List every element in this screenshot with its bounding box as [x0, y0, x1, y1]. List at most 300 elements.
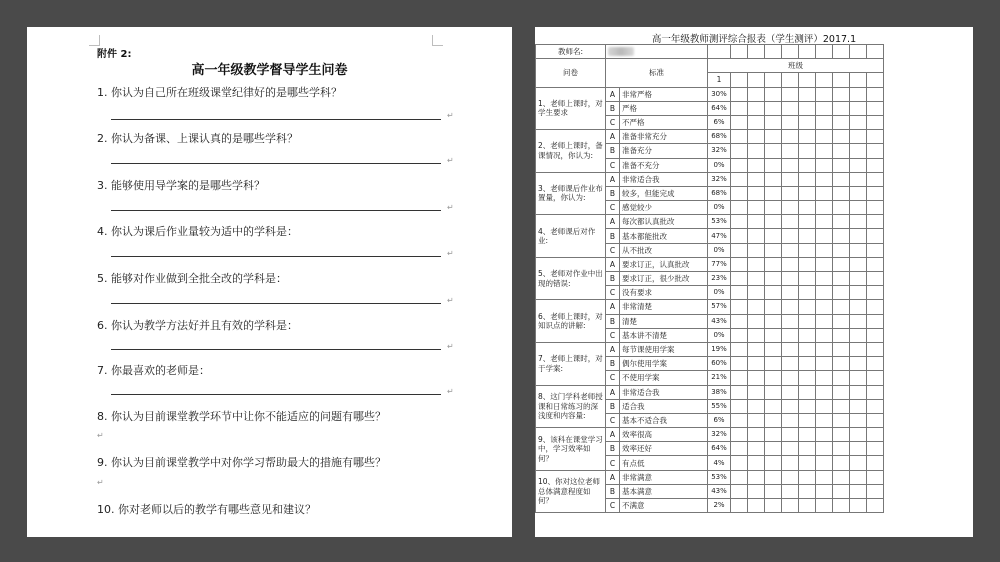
class-score-cell	[833, 342, 850, 356]
class-score-cell	[782, 371, 799, 385]
class-score-cell	[731, 73, 748, 87]
class-score-cell	[765, 201, 782, 215]
header-class: 班级	[708, 59, 884, 73]
class-score-cell	[782, 45, 799, 59]
class-score-cell	[731, 45, 748, 59]
class-score-cell	[799, 314, 816, 328]
class-score-cell	[748, 371, 765, 385]
class-score-cell	[833, 101, 850, 115]
class-score-cell	[782, 286, 799, 300]
class-score-cell	[782, 172, 799, 186]
paragraph-mark: ↵	[447, 249, 454, 258]
class-score-cell	[833, 300, 850, 314]
class-score-cell	[799, 470, 816, 484]
question-8: 8. 你认为目前课堂教学环节中让你不能适应的问题有哪些？	[97, 410, 386, 423]
class-score-cell	[799, 87, 816, 101]
class-score-cell	[833, 484, 850, 498]
class-score-cell	[731, 456, 748, 470]
class-score-cell	[816, 286, 833, 300]
class-score-cell	[765, 243, 782, 257]
class-score-cell	[867, 385, 884, 399]
class-score-cell	[782, 115, 799, 129]
class-score-cell	[833, 456, 850, 470]
option-text: 严格	[620, 101, 708, 115]
class-score-cell	[833, 172, 850, 186]
class-score-cell	[816, 115, 833, 129]
class-score-cell	[867, 314, 884, 328]
class-score-cell	[765, 399, 782, 413]
class-score-cell	[850, 470, 867, 484]
class-score-cell	[782, 87, 799, 101]
class-score-cell	[816, 229, 833, 243]
class-score-cell	[765, 357, 782, 371]
class-score-cell	[850, 101, 867, 115]
class-score-cell	[782, 484, 799, 498]
class-score-cell	[850, 158, 867, 172]
question-5: 5. 能够对作业做到全批全改的学科是：	[97, 272, 287, 285]
option-percent: 21%	[708, 371, 731, 385]
paragraph-mark: ↵	[447, 296, 454, 305]
survey-question: 5、老师对作业中出现的错误:	[536, 257, 606, 300]
option-percent: 60%	[708, 357, 731, 371]
class-score-cell	[850, 385, 867, 399]
class-score-cell	[850, 172, 867, 186]
option-percent: 2%	[708, 499, 731, 513]
option-text: 要求订正，很少批改	[620, 272, 708, 286]
class-score-cell	[799, 201, 816, 215]
class-score-cell	[833, 314, 850, 328]
class-score-cell	[867, 186, 884, 200]
option-text: 不满意	[620, 499, 708, 513]
class-score-cell	[816, 257, 833, 271]
class-score-cell	[748, 201, 765, 215]
paragraph-mark: ↵	[97, 478, 104, 487]
class-score-cell	[833, 470, 850, 484]
option-letter: C	[606, 115, 620, 129]
class-score-cell	[799, 215, 816, 229]
option-letter: C	[606, 499, 620, 513]
class-score-cell	[867, 172, 884, 186]
class-score-cell	[782, 243, 799, 257]
question-3: 3. 能够使用导学案的是哪些学科？	[97, 179, 265, 192]
class-score-cell	[748, 470, 765, 484]
class-score-cell	[867, 130, 884, 144]
class-score-cell	[748, 257, 765, 271]
class-score-cell	[765, 342, 782, 356]
class-score-cell	[850, 413, 867, 427]
class-score-cell	[850, 272, 867, 286]
option-letter: B	[606, 272, 620, 286]
class-score-cell	[799, 328, 816, 342]
class-score-cell	[816, 45, 833, 59]
class-score-cell	[833, 399, 850, 413]
question-9: 9. 你认为目前课堂教学中对你学习帮助最大的措施有哪些？	[97, 456, 386, 469]
survey-question: 3、老师课后作业布置量，你认为:	[536, 172, 606, 215]
question-10: 10. 你对老师以后的教学有哪些意见和建议？	[97, 503, 316, 516]
option-row	[536, 130, 884, 144]
class-score-cell	[799, 115, 816, 129]
class-score-cell	[748, 357, 765, 371]
class-score-cell	[799, 101, 816, 115]
class-score-cell	[833, 371, 850, 385]
class-score-cell	[850, 257, 867, 271]
questionnaire-title: 高一年级教学督导学生问卷	[191, 63, 348, 78]
option-percent: 0%	[708, 243, 731, 257]
class-score-cell	[765, 130, 782, 144]
class-score-cell	[867, 286, 884, 300]
class-score-cell	[765, 484, 782, 498]
class-score-cell	[782, 328, 799, 342]
class-score-cell	[748, 87, 765, 101]
class-score-cell	[816, 87, 833, 101]
option-percent: 64%	[708, 442, 731, 456]
option-letter: C	[606, 158, 620, 172]
class-score-cell	[867, 499, 884, 513]
option-percent: 53%	[708, 215, 731, 229]
class-score-cell	[816, 328, 833, 342]
option-row	[536, 257, 884, 271]
class-score-cell	[731, 357, 748, 371]
class-score-cell	[731, 286, 748, 300]
class-score-cell	[799, 413, 816, 427]
class-score-cell	[748, 45, 765, 59]
option-text: 基本都能批改	[620, 229, 708, 243]
option-percent: 77%	[708, 257, 731, 271]
option-letter: C	[606, 201, 620, 215]
answer-line	[111, 210, 441, 211]
option-text: 基本不适合我	[620, 413, 708, 427]
class-score-cell	[782, 470, 799, 484]
option-letter: A	[606, 300, 620, 314]
option-text: 效率很高	[620, 428, 708, 442]
option-letter: B	[606, 101, 620, 115]
class-score-cell	[816, 413, 833, 427]
option-text: 基本讲不清楚	[620, 328, 708, 342]
class-score-cell	[833, 201, 850, 215]
option-letter: B	[606, 357, 620, 371]
class-score-cell	[765, 470, 782, 484]
class-score-cell	[765, 115, 782, 129]
class-score-cell	[799, 342, 816, 356]
class-score-cell	[867, 428, 884, 442]
class-score-cell	[816, 130, 833, 144]
class-score-cell	[782, 257, 799, 271]
class-score-cell	[782, 144, 799, 158]
option-letter: B	[606, 186, 620, 200]
class-score-cell	[816, 470, 833, 484]
class-score-cell	[833, 229, 850, 243]
class-score-cell	[731, 399, 748, 413]
option-text: 每节课使用学案	[620, 342, 708, 356]
class-score-cell	[748, 385, 765, 399]
class-score-cell	[799, 456, 816, 470]
class-score-cell	[799, 484, 816, 498]
class-score-cell	[799, 172, 816, 186]
class-score-cell	[850, 328, 867, 342]
class-score-cell	[731, 371, 748, 385]
option-letter: C	[606, 456, 620, 470]
class-score-cell	[816, 499, 833, 513]
answer-line	[111, 119, 441, 120]
class-score-cell	[833, 115, 850, 129]
class-score-cell	[782, 300, 799, 314]
class-score-cell	[765, 87, 782, 101]
class-score-cell	[833, 257, 850, 271]
class-score-cell	[833, 144, 850, 158]
class-score-cell	[782, 229, 799, 243]
class-score-cell	[850, 45, 867, 59]
class-score-cell	[867, 215, 884, 229]
class-score-cell	[816, 101, 833, 115]
class-score-cell	[765, 413, 782, 427]
class-score-cell	[799, 45, 816, 59]
survey-question: 8、这门学科老师授课和日常练习的深浅度和内容量:	[536, 385, 606, 428]
option-row	[536, 470, 884, 484]
option-text: 效率还好	[620, 442, 708, 456]
class-score-cell	[816, 186, 833, 200]
class-score-cell	[782, 314, 799, 328]
class-score-cell	[850, 314, 867, 328]
option-text: 非常适合我	[620, 385, 708, 399]
class-score-cell	[816, 73, 833, 87]
option-percent: 64%	[708, 101, 731, 115]
option-letter: B	[606, 442, 620, 456]
class-score-cell	[782, 342, 799, 356]
option-text: 清楚	[620, 314, 708, 328]
class-score-cell	[731, 215, 748, 229]
class-score-cell	[765, 45, 782, 59]
teacher-name-label: 教师名:	[536, 45, 606, 59]
option-letter: A	[606, 87, 620, 101]
option-text: 非常严格	[620, 87, 708, 101]
class-score-cell	[867, 399, 884, 413]
option-text: 准备不充分	[620, 158, 708, 172]
class-score-cell	[799, 428, 816, 442]
header-standard: 标准	[606, 59, 708, 87]
header-question: 问卷	[536, 59, 606, 87]
class-score-cell	[748, 314, 765, 328]
questionnaire-page	[27, 27, 512, 537]
class-score-cell	[867, 144, 884, 158]
class-score-cell	[782, 130, 799, 144]
question-2: 2. 你认为备课、上课认真的是哪些学科？	[97, 132, 298, 145]
class-score-cell	[765, 215, 782, 229]
class-score-cell	[833, 357, 850, 371]
crop-mark	[432, 35, 443, 46]
class-score-cell	[748, 300, 765, 314]
class-score-cell	[748, 130, 765, 144]
option-percent: 0%	[708, 158, 731, 172]
option-row	[536, 428, 884, 442]
option-letter: A	[606, 130, 620, 144]
class-score-cell	[816, 456, 833, 470]
class-score-cell	[782, 215, 799, 229]
option-letter: C	[606, 413, 620, 427]
class-score-cell	[731, 186, 748, 200]
option-text: 要求订正，认真批改	[620, 257, 708, 271]
class-score-cell	[833, 215, 850, 229]
question-1: 1. 你认为自己所在班级课堂纪律好的是哪些学科？	[97, 86, 342, 99]
option-text: 非常适合我	[620, 172, 708, 186]
option-percent: 6%	[708, 115, 731, 129]
class-score-cell	[850, 215, 867, 229]
option-letter: A	[606, 470, 620, 484]
survey-question: 2、老师上课时，备课情况，你认为:	[536, 130, 606, 173]
option-letter: A	[606, 257, 620, 271]
option-text: 适合我	[620, 399, 708, 413]
class-score-cell	[833, 243, 850, 257]
question-4: 4. 你认为课后作业量较为适中的学科是：	[97, 225, 298, 238]
class-score-cell	[867, 229, 884, 243]
option-letter: B	[606, 144, 620, 158]
answer-line	[111, 394, 441, 395]
class-score-cell	[867, 484, 884, 498]
class-score-cell	[765, 229, 782, 243]
class-score-cell	[765, 456, 782, 470]
survey-question: 7、老师上课时，对于学案:	[536, 342, 606, 385]
class-score-cell	[765, 300, 782, 314]
class-score-cell	[799, 272, 816, 286]
class-score-cell	[850, 399, 867, 413]
survey-question: 1、老师上课时，对学生要求	[536, 87, 606, 130]
class-score-cell	[782, 413, 799, 427]
class-score-cell	[765, 144, 782, 158]
option-text: 不严格	[620, 115, 708, 129]
option-percent: 32%	[708, 428, 731, 442]
class-score-cell	[867, 357, 884, 371]
class-score-cell	[731, 229, 748, 243]
class-score-cell	[867, 87, 884, 101]
class-score-cell	[765, 286, 782, 300]
class-score-cell	[731, 342, 748, 356]
class-score-cell	[867, 456, 884, 470]
option-percent: 0%	[708, 328, 731, 342]
class-score-cell	[833, 442, 850, 456]
class-score-cell	[748, 399, 765, 413]
class-score-cell	[867, 115, 884, 129]
class-score-cell	[748, 484, 765, 498]
class-score-cell	[731, 314, 748, 328]
class-score-cell	[748, 286, 765, 300]
class-score-cell	[748, 428, 765, 442]
class-score-cell	[765, 328, 782, 342]
report-page	[535, 27, 973, 537]
class-score-cell	[867, 158, 884, 172]
option-text: 从不批改	[620, 243, 708, 257]
paragraph-mark: ↵	[447, 387, 454, 396]
paragraph-mark: ↵	[447, 111, 454, 120]
paragraph-mark: ↵	[447, 342, 454, 351]
class-score-cell	[850, 144, 867, 158]
class-score-cell	[799, 186, 816, 200]
class-score-cell	[850, 342, 867, 356]
class-score-cell	[816, 243, 833, 257]
class-score-cell	[850, 484, 867, 498]
class-score-cell	[731, 499, 748, 513]
paragraph-mark: ↵	[447, 156, 454, 165]
class-score-cell	[799, 399, 816, 413]
class-score-cell	[867, 101, 884, 115]
option-row	[536, 87, 884, 101]
class-score-cell	[748, 499, 765, 513]
option-letter: B	[606, 314, 620, 328]
class-score-cell	[748, 186, 765, 200]
option-percent: 55%	[708, 399, 731, 413]
class-score-cell	[748, 215, 765, 229]
class-score-cell	[765, 499, 782, 513]
class-score-cell	[782, 201, 799, 215]
teacher-row	[536, 45, 884, 59]
option-percent: 47%	[708, 229, 731, 243]
class-score-cell	[799, 144, 816, 158]
option-percent: 57%	[708, 300, 731, 314]
class-score-cell	[748, 101, 765, 115]
class-score-cell	[748, 328, 765, 342]
class-score-cell	[799, 73, 816, 87]
class-score-cell	[816, 272, 833, 286]
class-score-cell	[850, 371, 867, 385]
option-text: 准备非常充分	[620, 130, 708, 144]
class-score-cell	[765, 158, 782, 172]
class-score-cell	[765, 442, 782, 456]
class-score-cell	[816, 158, 833, 172]
class-score-cell	[748, 229, 765, 243]
report-table	[535, 44, 884, 513]
class-score-cell	[850, 286, 867, 300]
class-score-cell	[731, 201, 748, 215]
class-score-cell	[765, 186, 782, 200]
report-title: 高一年级教师测评综合报表（学生测评）2017.1	[651, 34, 857, 45]
option-text: 准备充分	[620, 144, 708, 158]
class-score-cell	[748, 73, 765, 87]
class-score-cell	[765, 428, 782, 442]
class-score-cell	[731, 442, 748, 456]
class-score-cell	[731, 272, 748, 286]
option-row	[536, 342, 884, 356]
class-score-cell	[867, 371, 884, 385]
class-score-cell	[748, 172, 765, 186]
class-score-cell	[748, 342, 765, 356]
class-score-cell	[867, 470, 884, 484]
class-score-cell	[731, 428, 748, 442]
class-score-cell	[731, 385, 748, 399]
option-letter: A	[606, 172, 620, 186]
class-score-cell	[765, 257, 782, 271]
option-row	[536, 385, 884, 399]
class-score-cell	[782, 186, 799, 200]
class-score-cell	[765, 101, 782, 115]
class-score-cell	[833, 272, 850, 286]
option-percent: 43%	[708, 314, 731, 328]
option-letter: A	[606, 342, 620, 356]
option-percent: 53%	[708, 470, 731, 484]
class-score-cell	[816, 215, 833, 229]
option-letter: B	[606, 229, 620, 243]
class-score-cell	[748, 413, 765, 427]
option-percent: 19%	[708, 342, 731, 356]
class-score-cell	[850, 87, 867, 101]
question-6: 6. 你认为教学方法好并且有效的学科是：	[97, 319, 298, 332]
class-score-cell	[731, 172, 748, 186]
class-score-cell	[816, 357, 833, 371]
class-score-cell	[799, 130, 816, 144]
class-score-cell	[867, 413, 884, 427]
class-score-cell	[850, 300, 867, 314]
option-letter: A	[606, 215, 620, 229]
class-score-cell	[867, 45, 884, 59]
answer-line	[111, 349, 441, 350]
class-score-cell	[799, 499, 816, 513]
